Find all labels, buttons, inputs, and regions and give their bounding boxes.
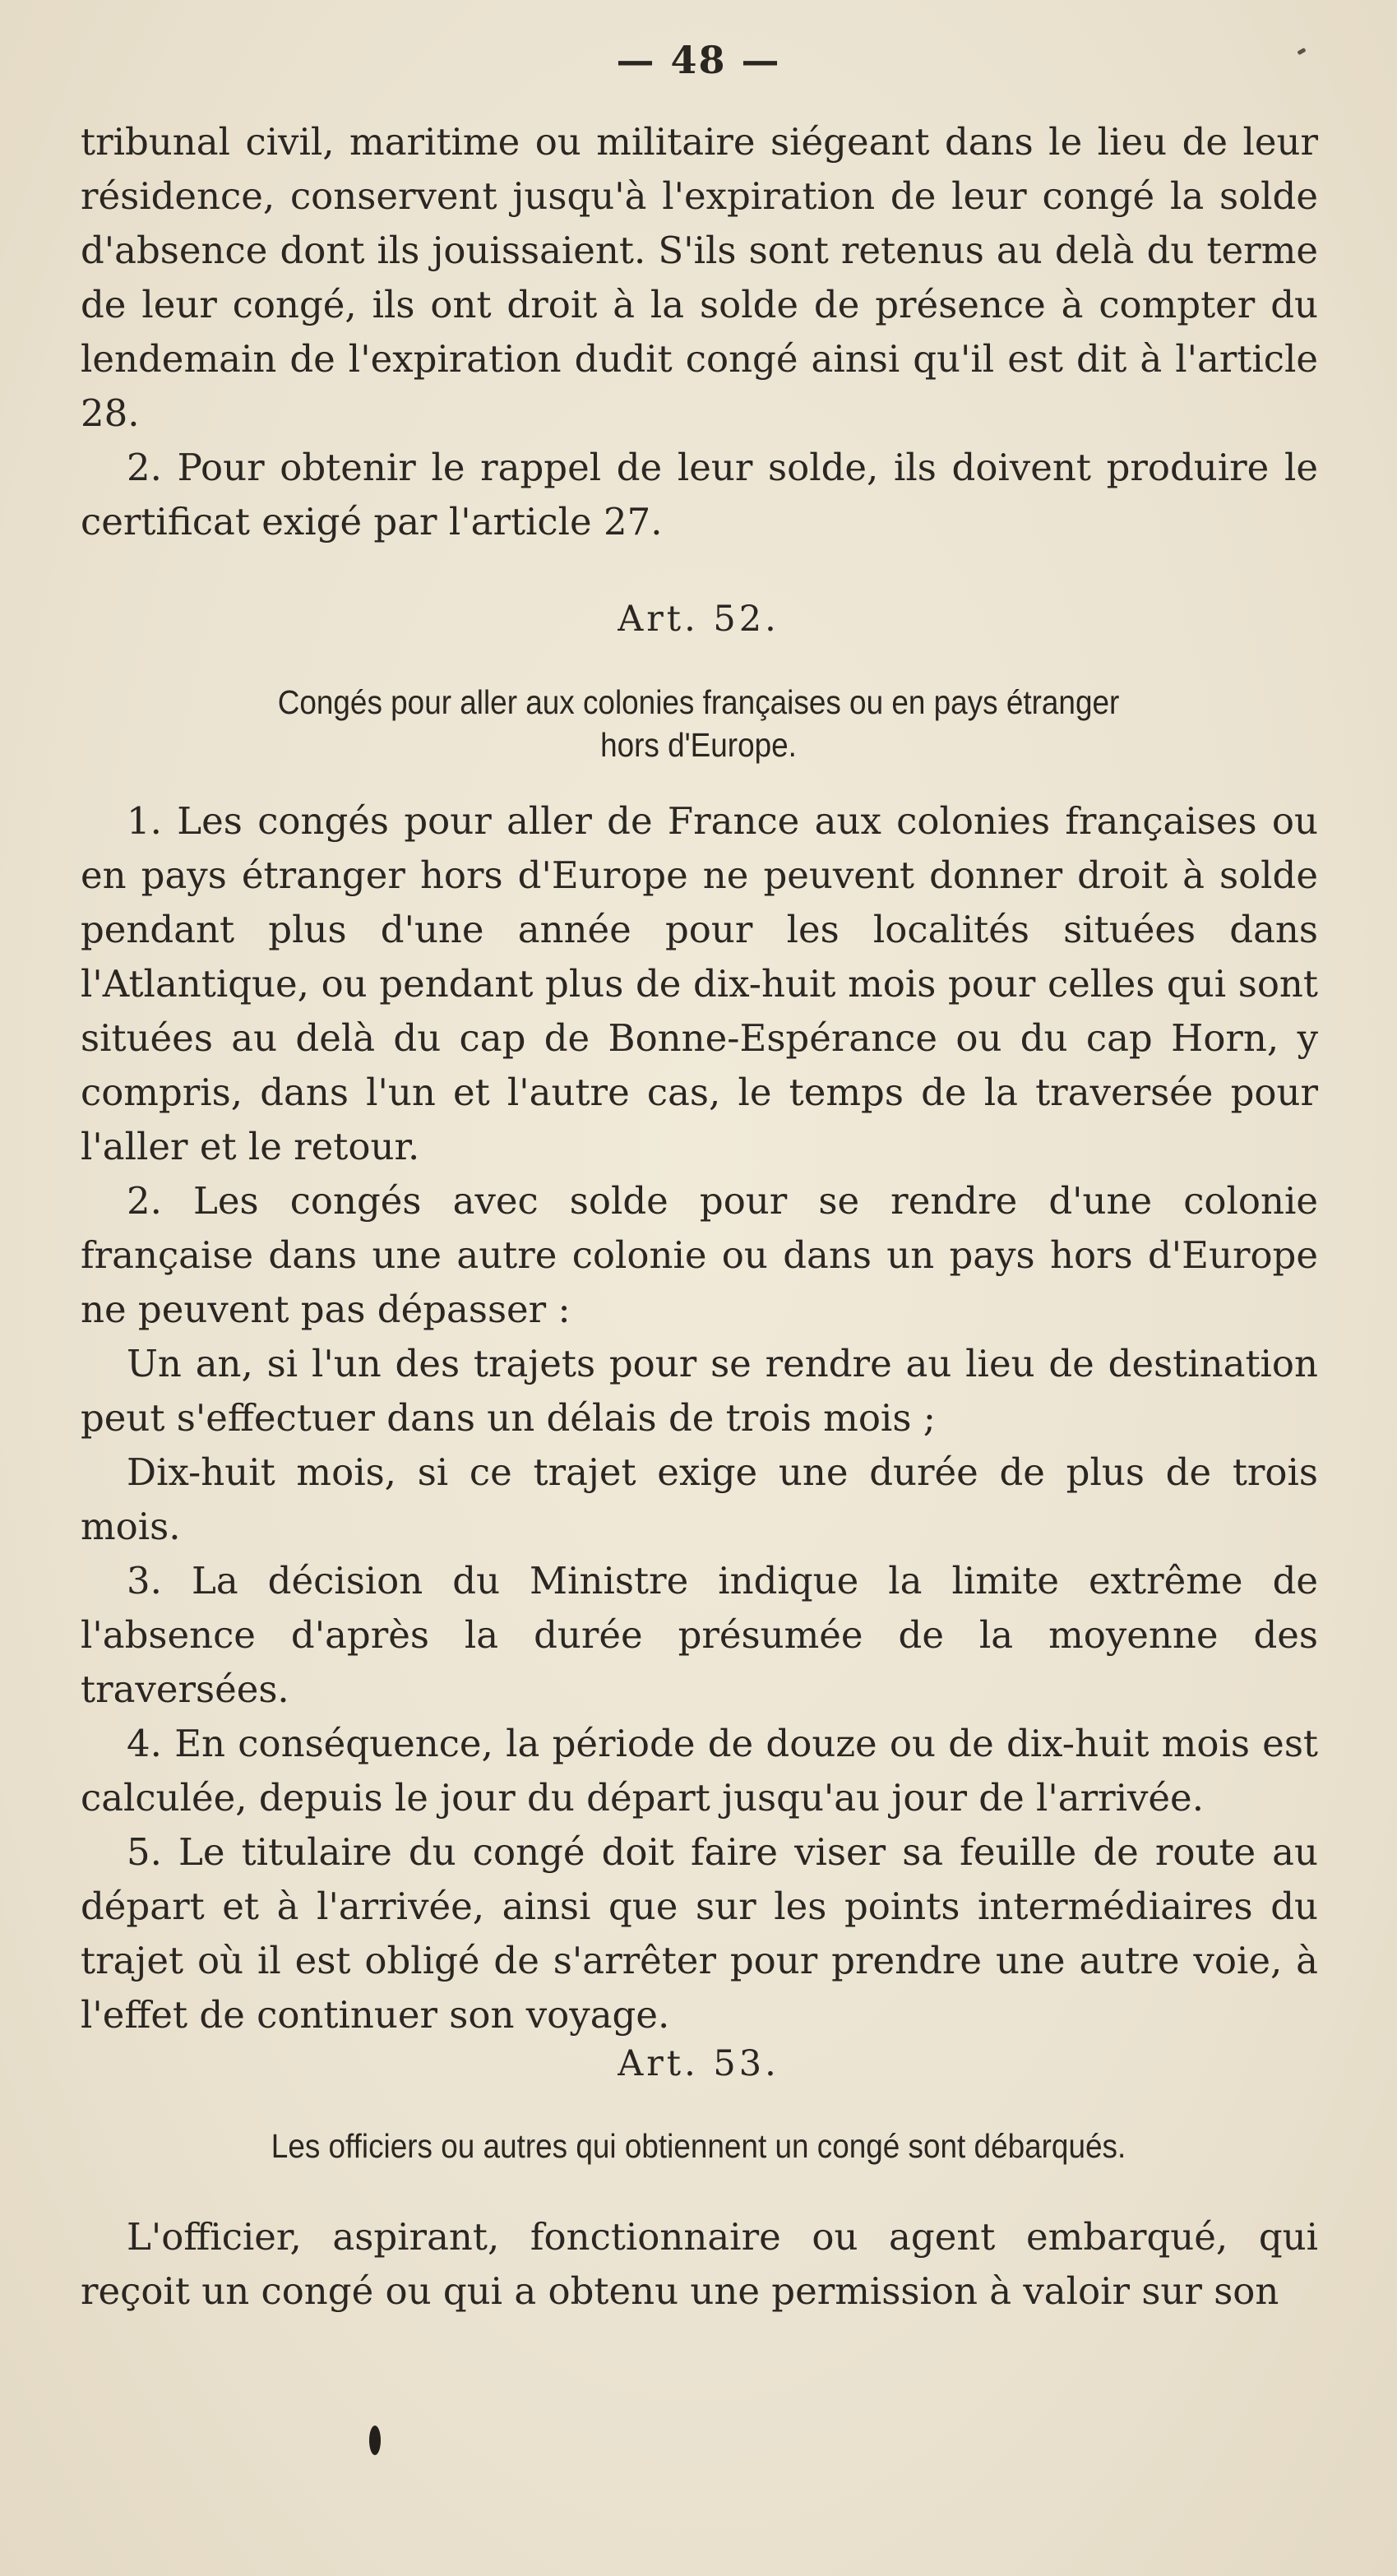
article-52-heading: Art. 52. bbox=[618, 599, 779, 640]
paragraph-52-4: 4. En conséquence, la période de douze ou de dix-huit mois est calculée, depuis le jour du départ jusqu'au jour de l'arrivée. bbox=[81, 1722, 1318, 1820]
paragraph-52-2: 2. Les congés avec solde pour se rendre d'une colonie française dans une autre colonie ou dans un pays hors d'Europe ne peuvent pas dépasser : bbox=[81, 1179, 1318, 1331]
paragraph-52-2-dix-huit-mois: Dix-huit mois, si ce trajet exige une durée de plus de trois mois. bbox=[81, 1450, 1318, 1548]
paragraph-52-3: 3. La décision du Ministre indique la limite extrême de l'absence d'après la durée présumée de la moyenne des traversées. bbox=[81, 1559, 1318, 1711]
paragraph-52-2-un-an: Un an, si l'un des trajets pour se rendre au lieu de destination peut s'effectuer dans un délais de trois mois ; bbox=[81, 1342, 1318, 1440]
ink-blot bbox=[369, 2426, 381, 2455]
article-53-heading: Art. 53. bbox=[618, 2043, 779, 2084]
article-52-subtitle-line-2: hors d'Europe. bbox=[600, 726, 797, 764]
text-block-continuation bbox=[81, 115, 1318, 549]
paragraph-rappel-solde: 2. Pour obtenir le rappel de leur solde, ils doivent produire le certificat exigé par l'article 27. bbox=[81, 446, 1318, 543]
text-block-article-53 bbox=[81, 2210, 1318, 2319]
article-53-subtitle: Les officiers ou autres qui obtiennent un congé sont débarqués. bbox=[271, 2127, 1126, 2165]
page-number: — 48 — bbox=[616, 38, 781, 82]
text-block-article-52 bbox=[81, 794, 1318, 2042]
paragraph-continuation: tribunal civil, maritime ou militaire siégeant dans le lieu de leur résidence, conservent jusqu'à l'expiration de leur congé la solde d'absence dont ils jouissaient. S'ils sont retenus au delà du terme de leur congé, ils ont droit à la solde de présence à compter du lendemain de l'expiration dudit congé ainsi qu'il est dit à l'article 28. bbox=[81, 120, 1318, 435]
article-52-subtitle bbox=[70, 681, 1327, 766]
paragraph-52-5: 5. Le titulaire du congé doit faire viser sa feuille de route au départ et à l'arrivée, ainsi que sur les points intermédiaires du trajet où il est obligé de s'arrêter pour prendre une autre voie, à l'effet de continuer son voyage. bbox=[81, 1830, 1318, 2037]
article-52-subtitle-line-1: Congés pour aller aux colonies françaises ou en pays étranger bbox=[277, 683, 1120, 721]
paragraph-53-1: L'officier, aspirant, fonctionnaire ou agent embarqué, qui reçoit un congé ou qui a obtenu une permission à valoir sur son bbox=[81, 2215, 1318, 2313]
paragraph-52-1: 1. Les congés pour aller de France aux colonies françaises ou en pays étranger hors d'Europe ne peuvent donner droit à solde pendant plus d'une année pour les localités situées dans l'Atlantique, ou pendant plus de dix-huit mois pour celles qui sont situées au delà du cap de Bonne-Espérance ou du cap Horn, y compris, dans l'un et l'autre cas, le temps de la traversée pour l'aller et le retour. bbox=[81, 799, 1318, 1168]
